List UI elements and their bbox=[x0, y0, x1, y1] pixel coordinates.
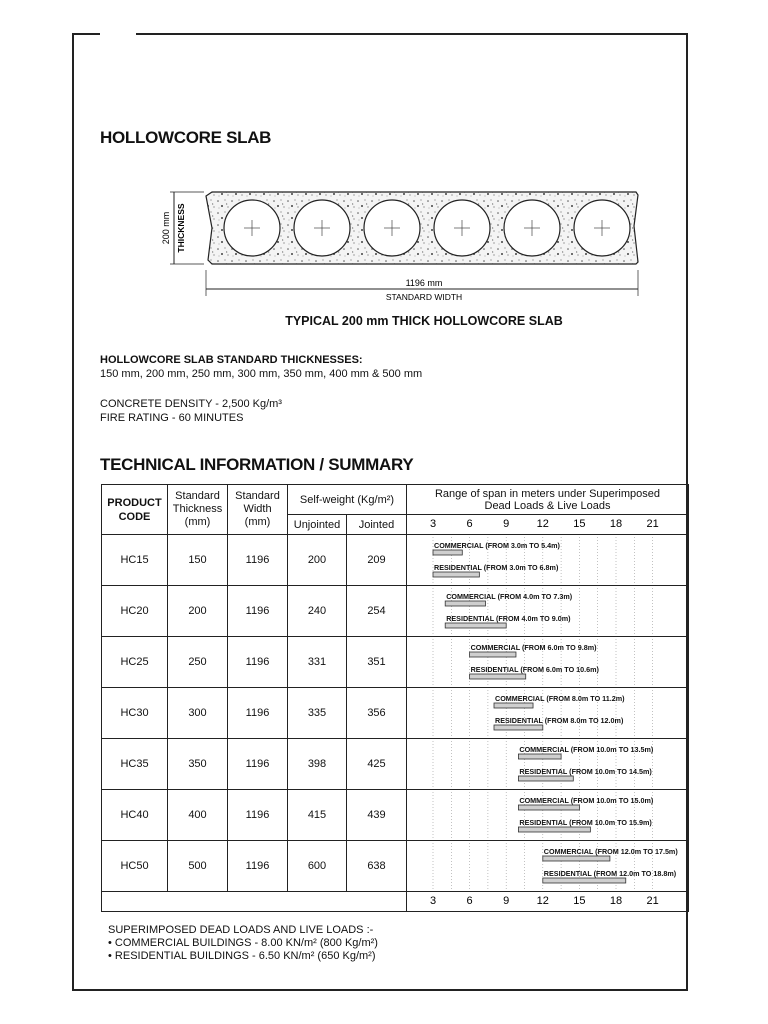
axis-tick-label: 15 bbox=[573, 518, 586, 530]
axis-tick-label: 3 bbox=[429, 518, 437, 530]
span-axis-top-ticks bbox=[407, 515, 688, 531]
table-footer-axis-row bbox=[102, 892, 689, 912]
axis-tick-label: 9 bbox=[503, 518, 510, 530]
span-chart-row bbox=[407, 637, 688, 687]
residential-span-bar bbox=[494, 725, 543, 730]
col-product-code: PRODUCT CODE bbox=[102, 485, 168, 535]
loads-heading: SUPERIMPOSED DEAD LOADS AND LIVE LOADS :- bbox=[108, 924, 374, 936]
residential-span-bar bbox=[445, 623, 506, 628]
jointed-cell: 254 bbox=[347, 586, 407, 637]
commercial-span-bar bbox=[494, 703, 533, 708]
col-unjointed: Unjointed bbox=[288, 515, 347, 535]
span-chart-row bbox=[407, 586, 688, 636]
table-row bbox=[102, 790, 689, 841]
thickness-cell: 350 bbox=[168, 739, 228, 790]
jointed-cell: 356 bbox=[347, 688, 407, 739]
residential-span-label: RESIDENTIAL (FROM 6.0m TO 10.6m) bbox=[470, 665, 599, 674]
slab-cross-section-diagram bbox=[160, 186, 650, 304]
thickness-label: THICKNESS bbox=[176, 203, 186, 253]
unjointed-cell: 335 bbox=[288, 688, 347, 739]
product-code-cell: HC20 bbox=[102, 586, 168, 637]
concrete-density: CONCRETE DENSITY - 2,500 Kg/m³ bbox=[100, 398, 282, 410]
width-cell: 1196 bbox=[228, 586, 288, 637]
residential-span-bar bbox=[543, 878, 626, 883]
width-label: STANDARD WIDTH bbox=[385, 292, 463, 302]
axis-tick-label: 18 bbox=[609, 518, 623, 530]
table-row bbox=[102, 586, 689, 637]
commercial-span-label: COMMERCIAL (FROM 4.0m TO 7.3m) bbox=[446, 592, 573, 601]
axis-tick-label: 12 bbox=[536, 518, 549, 530]
product-code-cell: HC15 bbox=[102, 535, 168, 586]
residential-span-label: RESIDENTIAL (FROM 4.0m TO 9.0m) bbox=[446, 614, 571, 623]
col-jointed: Jointed bbox=[347, 515, 407, 535]
standard-thicknesses-values: 150 mm, 200 mm, 250 mm, 300 mm, 350 mm, 400 mm & 500 mm bbox=[100, 368, 423, 380]
width-cell: 1196 bbox=[228, 535, 288, 586]
span-chart-cell bbox=[407, 535, 689, 586]
residential-span-label: RESIDENTIAL (FROM 3.0m TO 6.8m) bbox=[434, 563, 559, 572]
span-chart-cell bbox=[407, 586, 689, 637]
table-header-row bbox=[102, 485, 689, 515]
fire-rating: FIRE RATING - 60 MINUTES bbox=[100, 412, 244, 424]
width-cell: 1196 bbox=[228, 688, 288, 739]
standard-thicknesses bbox=[100, 353, 422, 381]
commercial-span-bar bbox=[543, 856, 610, 861]
commercial-span-label: COMMERCIAL (FROM 10.0m TO 13.5m) bbox=[519, 745, 654, 754]
material-properties bbox=[100, 397, 282, 425]
residential-span-bar bbox=[518, 827, 590, 832]
span-chart-row bbox=[407, 739, 688, 789]
axis-tick-label: 3 bbox=[429, 895, 437, 907]
residential-span-bar bbox=[470, 674, 526, 679]
commercial-span-bar bbox=[518, 754, 561, 759]
table-row bbox=[102, 841, 689, 892]
span-chart-cell bbox=[407, 841, 689, 892]
span-chart-row bbox=[407, 688, 688, 738]
thickness-cell: 400 bbox=[168, 790, 228, 841]
residential-span-label: RESIDENTIAL (FROM 8.0m TO 12.0m) bbox=[495, 716, 624, 725]
jointed-cell: 638 bbox=[347, 841, 407, 892]
diagram-caption-text: TYPICAL 200 mm THICK HOLLOWCORE SLAB bbox=[285, 314, 563, 328]
commercial-span-label: COMMERCIAL (FROM 12.0m TO 17.5m) bbox=[543, 847, 678, 856]
commercial-span-label: COMMERCIAL (FROM 6.0m TO 9.8m) bbox=[470, 643, 597, 652]
span-chart-row bbox=[407, 790, 688, 840]
residential-span-label: RESIDENTIAL (FROM 10.0m TO 14.5m) bbox=[519, 767, 652, 776]
axis-tick-label: 6 bbox=[466, 518, 473, 530]
thickness-cell: 500 bbox=[168, 841, 228, 892]
width-cell: 1196 bbox=[228, 841, 288, 892]
unjointed-cell: 200 bbox=[288, 535, 347, 586]
col-span-range: Range of span in meters under Superimposed Dead Loads & Live Loads bbox=[407, 485, 689, 515]
jointed-cell: 351 bbox=[347, 637, 407, 688]
axis-tick-label: 21 bbox=[646, 895, 659, 907]
width-cell: 1196 bbox=[228, 739, 288, 790]
loads-footnote bbox=[108, 924, 378, 963]
diagram-caption bbox=[0, 314, 768, 328]
width-cell: 1196 bbox=[228, 790, 288, 841]
axis-tick-label: 21 bbox=[646, 518, 659, 530]
axis-tick-label: 6 bbox=[466, 895, 473, 907]
unjointed-cell: 415 bbox=[288, 790, 347, 841]
axis-tick-label: 12 bbox=[536, 895, 549, 907]
table-row bbox=[102, 535, 689, 586]
product-code-cell: HC30 bbox=[102, 688, 168, 739]
table-row bbox=[102, 637, 689, 688]
unjointed-cell: 600 bbox=[288, 841, 347, 892]
span-chart-cell bbox=[407, 688, 689, 739]
residential-span-bar bbox=[518, 776, 573, 781]
col-self-weight: Self-weight (Kg/m²) bbox=[288, 485, 407, 515]
table-row bbox=[102, 739, 689, 790]
commercial-span-label: COMMERCIAL (FROM 8.0m TO 11.2m) bbox=[495, 694, 625, 703]
thickness-cell: 250 bbox=[168, 637, 228, 688]
commercial-span-bar bbox=[518, 805, 579, 810]
unjointed-cell: 331 bbox=[288, 637, 347, 688]
axis-tick-label: 15 bbox=[573, 895, 586, 907]
commercial-span-bar bbox=[445, 601, 485, 606]
technical-summary-table bbox=[101, 484, 689, 912]
commercial-span-bar bbox=[470, 652, 516, 657]
span-axis-top bbox=[407, 515, 689, 535]
axis-tick-label: 18 bbox=[609, 895, 623, 907]
span-axis-bottom bbox=[407, 892, 689, 912]
width-value: 1196 mm bbox=[405, 278, 443, 288]
thickness-cell: 150 bbox=[168, 535, 228, 586]
span-chart-row bbox=[407, 841, 688, 891]
jointed-cell: 209 bbox=[347, 535, 407, 586]
span-chart-cell bbox=[407, 739, 689, 790]
frame-gap bbox=[100, 30, 136, 36]
axis-tick-label: 9 bbox=[503, 895, 510, 907]
unjointed-cell: 240 bbox=[288, 586, 347, 637]
product-code-cell: HC50 bbox=[102, 841, 168, 892]
table-row bbox=[102, 688, 689, 739]
col-standard-thickness: Standard Thickness (mm) bbox=[168, 485, 228, 535]
thickness-cell: 300 bbox=[168, 688, 228, 739]
product-code-cell: HC25 bbox=[102, 637, 168, 688]
thickness-value: 200 mm bbox=[161, 211, 171, 245]
span-axis-bottom-ticks bbox=[407, 892, 688, 908]
residential-span-bar bbox=[433, 572, 479, 577]
page-title: HOLLOWCORE SLAB bbox=[100, 128, 272, 147]
loads-commercial: • COMMERCIAL BUILDINGS - 8.00 KN/m² (800 Kg/m²) bbox=[108, 937, 378, 949]
width-cell: 1196 bbox=[228, 637, 288, 688]
residential-span-label: RESIDENTIAL (FROM 12.0m TO 18.8m) bbox=[543, 869, 677, 878]
jointed-cell: 425 bbox=[347, 739, 407, 790]
technical-summary-title: TECHNICAL INFORMATION / SUMMARY bbox=[100, 455, 414, 474]
span-chart-cell bbox=[407, 637, 689, 688]
commercial-span-bar bbox=[433, 550, 462, 555]
residential-span-label: RESIDENTIAL (FROM 10.0m TO 15.9m) bbox=[519, 818, 652, 827]
commercial-span-label: COMMERCIAL (FROM 10.0m TO 15.0m) bbox=[519, 796, 654, 805]
unjointed-cell: 398 bbox=[288, 739, 347, 790]
product-code-cell: HC40 bbox=[102, 790, 168, 841]
col-standard-width: Standard Width (mm) bbox=[228, 485, 288, 535]
axis-spacer bbox=[102, 892, 407, 912]
standard-thicknesses-heading: HOLLOWCORE SLAB STANDARD THICKNESSES: bbox=[100, 354, 363, 366]
thickness-cell: 200 bbox=[168, 586, 228, 637]
span-chart-row bbox=[407, 535, 688, 585]
jointed-cell: 439 bbox=[347, 790, 407, 841]
commercial-span-label: COMMERCIAL (FROM 3.0m TO 5.4m) bbox=[434, 541, 560, 550]
product-code-cell: HC35 bbox=[102, 739, 168, 790]
span-chart-cell bbox=[407, 790, 689, 841]
loads-residential: • RESIDENTIAL BUILDINGS - 6.50 KN/m² (650 Kg/m²) bbox=[108, 950, 376, 962]
